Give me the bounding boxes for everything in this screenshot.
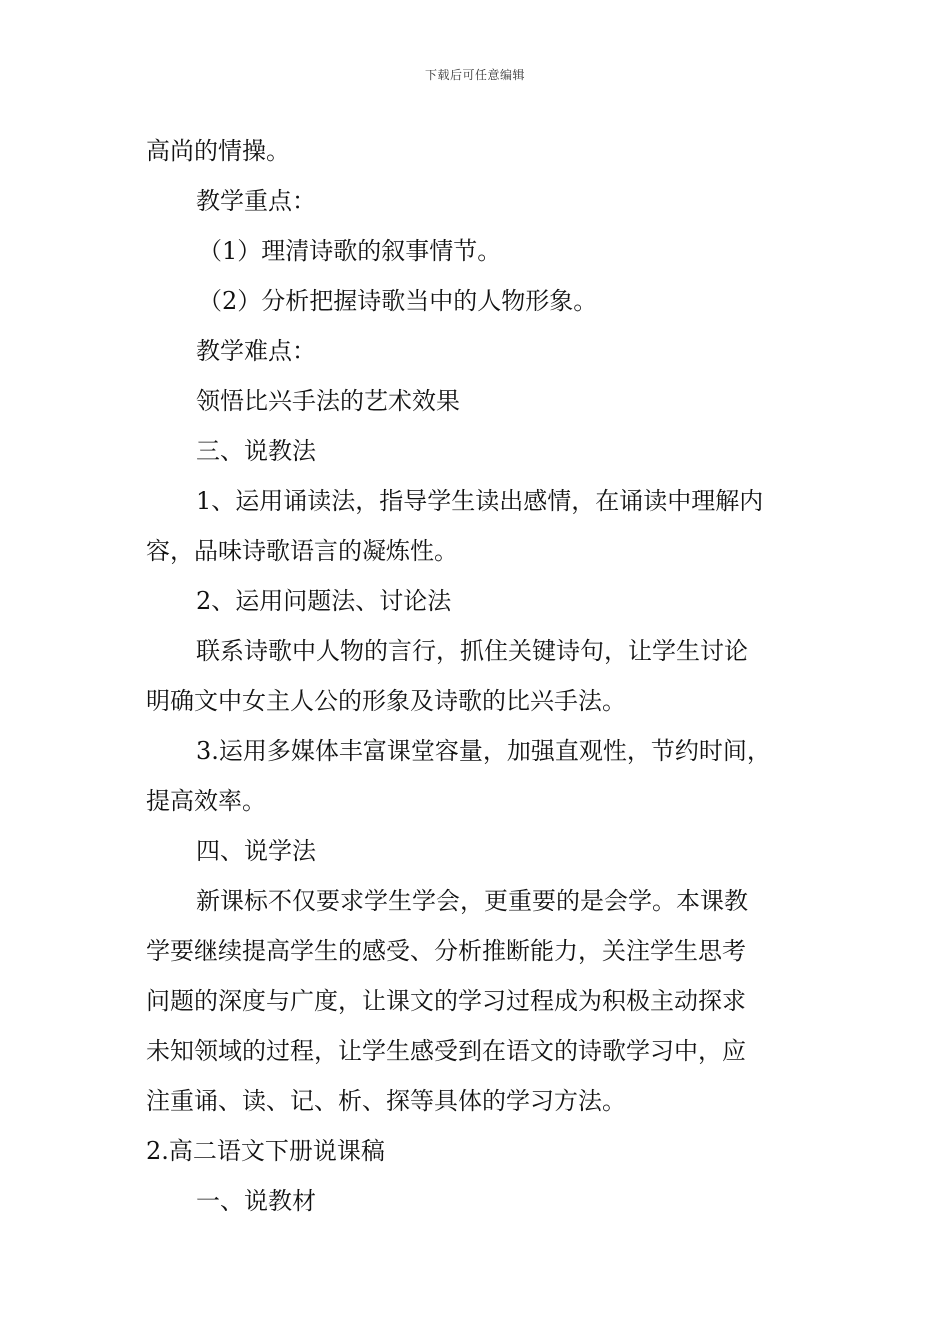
list-item: （1）理清诗歌的叙事情节。 [198,237,502,265]
page-header: 下载后可任意编辑 [424,68,525,82]
text-line: 1、运用诵读法，指导学生读出感情，在诵读中理解内 [196,487,764,515]
text-line: 2、运用问题法、讨论法 [196,587,452,615]
section-heading: 一、说教材 [196,1187,316,1215]
text-line: 3.运用多媒体丰富课堂容量，加强直观性，节约时间， [196,737,771,765]
text-line: 未知领域的过程，让学生感受到在语文的诗歌学习中，应 [146,1037,746,1065]
text-line: 明确文中女主人公的形象及诗歌的比兴手法。 [146,687,626,715]
document-title: 2.高二语文下册说课稿 [146,1137,385,1165]
text-line: 注重诵、读、记、析、探等具体的学习方法。 [146,1087,626,1115]
text-line: 联系诗歌中人物的言行，抓住关键诗句，让学生讨论 [196,637,748,665]
text-line: 学要继续提高学生的感受、分析推断能力，关注学生思考 [146,937,746,965]
section-heading: 四、说学法 [196,837,316,865]
section-heading: 三、说教法 [196,437,316,465]
document-body [146,126,836,1226]
text-line: 问题的深度与广度，让课文的学习过程成为积极主动探求 [146,987,746,1015]
text-line: 高尚的情操。 [146,137,290,165]
section-heading: 教学难点： [196,337,316,365]
section-heading: 教学重点： [196,187,316,215]
text-line: 新课标不仅要求学生学会，更重要的是会学。本课教 [196,887,748,915]
text-line: 容，品味诗歌语言的凝炼性。 [146,537,458,565]
list-item: （2）分析把握诗歌当中的人物形象。 [198,287,598,315]
text-line: 提高效率。 [146,787,266,815]
text-line: 领悟比兴手法的艺术效果 [196,387,460,415]
